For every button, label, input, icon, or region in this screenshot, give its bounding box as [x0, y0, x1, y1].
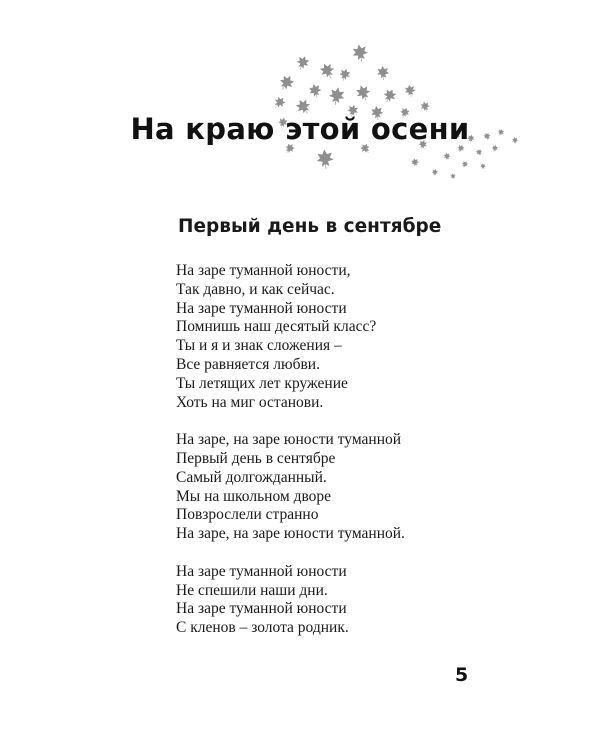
- poem-line: Первый день в сентябре: [176, 449, 336, 467]
- poem-line: На заре туманной юности: [176, 562, 347, 580]
- poem-line: На заре туманной юности: [176, 600, 347, 618]
- poem-line: Помнишь наш десятый класс?: [176, 318, 377, 336]
- poem-line: На заре туманной юности: [176, 299, 347, 317]
- poem-line: Не спешили наши дни.: [176, 581, 328, 599]
- stanza: [176, 431, 405, 544]
- poem-line: Все равняется любви.: [176, 355, 320, 373]
- stanza: [176, 563, 405, 638]
- poem-line: Повзрослели странно: [176, 506, 319, 524]
- page-number: 5: [455, 664, 469, 686]
- poem-line: Ты летящих лет кружение: [176, 374, 348, 392]
- poem-line: С кленов – золота родник.: [176, 619, 349, 637]
- stanza: [176, 262, 405, 412]
- poem-line: Хоть на миг останови.: [176, 393, 324, 411]
- poem-title: Первый день в сентябре: [178, 216, 442, 237]
- poem-line: Мы на школьном дворе: [176, 487, 332, 505]
- poem-body: [176, 262, 405, 657]
- poem-line: На заре, на заре юности туманной: [176, 431, 402, 449]
- chapter-title: На краю этой осени: [130, 112, 470, 146]
- poem-line: На заре туманной юности,: [176, 262, 351, 279]
- poem-line: На заре, на заре юности туманной.: [176, 525, 405, 543]
- poem-line: Так давно, и как сейчас.: [176, 280, 335, 298]
- poem-line: Ты и я и знак сложения –: [176, 337, 342, 355]
- poem-line: Самый долгожданный.: [176, 468, 327, 486]
